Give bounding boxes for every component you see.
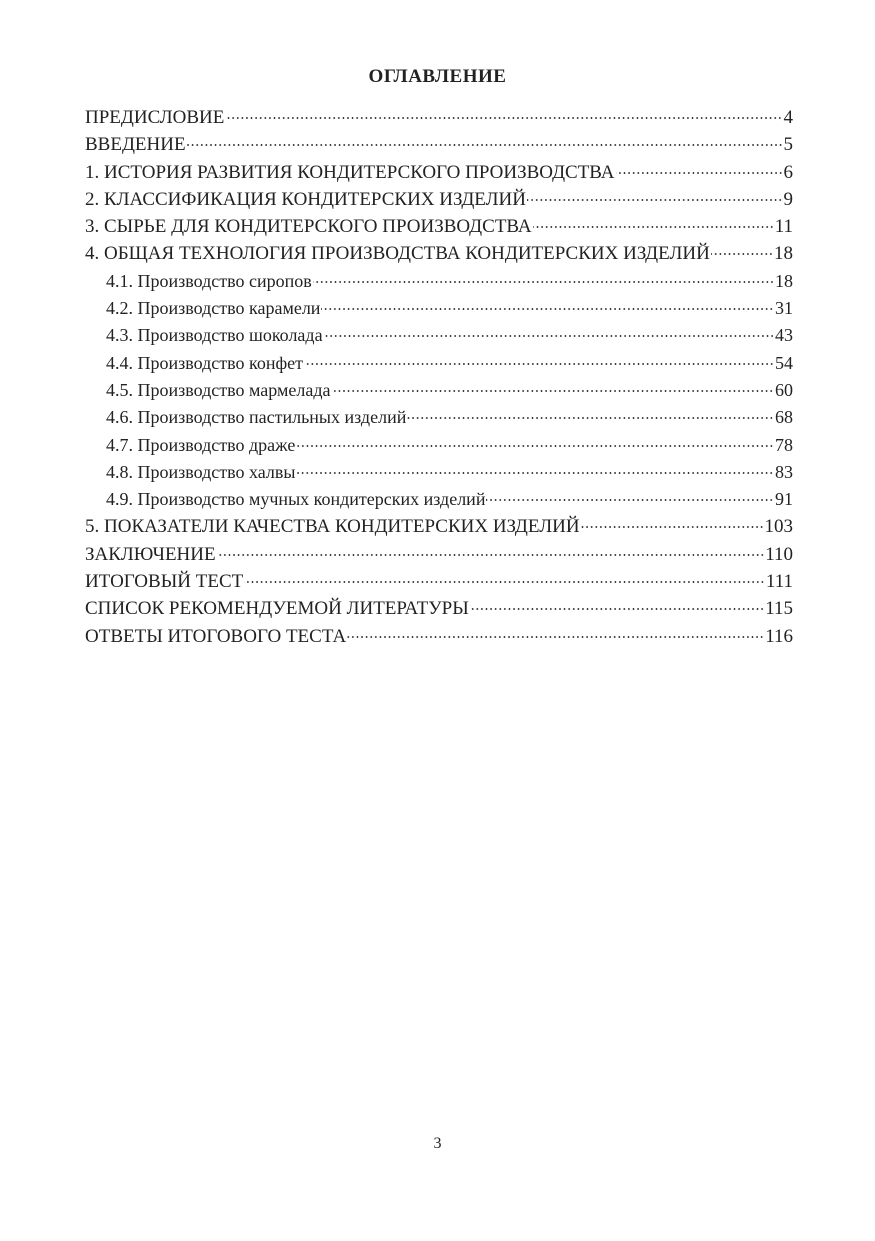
toc-list [85, 104, 793, 650]
toc-entry-page: 111 [765, 571, 793, 593]
dot-leader [187, 144, 783, 146]
toc-entry-text: 4.3. Производство шоколада [106, 325, 323, 346]
toc-entry-page: 31 [775, 298, 793, 319]
dot-leader [324, 335, 774, 337]
dot-leader [244, 581, 765, 583]
toc-entry-text: СПИСОК РЕКОМЕНДУЕМОЙ ЛИТЕРАТУРЫ [85, 598, 469, 620]
toc-entry-text: 5. ПОКАЗАТЕЛИ КАЧЕСТВА КОНДИТЕРСКИХ ИЗДЕЛИЙ [85, 516, 580, 538]
toc-entry-section-4-9[interactable] [85, 486, 793, 513]
toc-entry-page: 54 [775, 352, 793, 373]
toc-entry-chapter-3[interactable] [85, 213, 793, 240]
dot-leader [304, 363, 774, 365]
toc-entry-page: 18 [774, 243, 793, 265]
toc-entry-final-test[interactable] [85, 568, 793, 595]
toc-entry-test-answers[interactable] [85, 623, 793, 650]
toc-entry-text: ИТОГОВЫЙ ТЕСТ [85, 571, 244, 593]
toc-entry-text: ЗАКЛЮЧЕНИЕ [85, 543, 216, 565]
toc-entry-section-4-2[interactable] [85, 295, 793, 322]
toc-entry-preface[interactable] [85, 104, 793, 131]
toc-entry-text: 4.1. Производство сиропов [106, 270, 312, 291]
toc-entry-chapter-4[interactable] [85, 240, 793, 267]
dot-leader [296, 472, 774, 474]
toc-entry-text: 4.2. Производство карамели [106, 298, 321, 319]
toc-entry-text: ОТВЕТЫ ИТОГОВОГО ТЕСТА [85, 625, 347, 647]
toc-entry-text: 3. СЫРЬЕ ДЛЯ КОНДИТЕРСКОГО ПРОИЗВОДСТВА [85, 216, 532, 238]
toc-entry-page: 103 [764, 516, 793, 538]
toc-entry-page: 4 [783, 107, 793, 128]
dot-leader [407, 417, 774, 419]
toc-entry-section-4-4[interactable] [85, 350, 793, 377]
toc-entry-section-4-6[interactable] [85, 404, 793, 431]
toc-entry-section-4-5[interactable] [85, 377, 793, 404]
dot-leader [313, 281, 774, 283]
toc-entry-text: 4.4. Производство конфет [106, 352, 303, 373]
dot-leader [533, 226, 774, 228]
dot-leader [225, 117, 782, 119]
toc-entry-page: 5 [783, 134, 793, 156]
toc-entry-section-4-3[interactable] [85, 322, 793, 349]
dot-leader [217, 554, 765, 556]
dot-leader [331, 390, 774, 392]
toc-entry-page: 43 [775, 325, 793, 346]
dot-leader [581, 526, 764, 528]
toc-entry-page: 83 [775, 461, 793, 482]
toc-entry-chapter-2[interactable] [85, 186, 793, 213]
toc-entry-page: 116 [765, 625, 793, 647]
toc-entry-text: 4.5. Производство мармелада [106, 379, 331, 400]
toc-entry-text: 4.8. Производство халвы [106, 461, 296, 482]
toc-entry-introduction[interactable] [85, 131, 793, 158]
dot-leader [296, 445, 774, 447]
dot-leader [347, 636, 764, 638]
toc-entry-text: 2. КЛАССИФИКАЦИЯ КОНДИТЕРСКИХ ИЗДЕЛИЙ [85, 188, 526, 210]
toc-entry-page: 68 [775, 407, 793, 428]
toc-entry-text: ПРЕДИСЛОВИЕ [85, 107, 225, 128]
toc-entry-page: 115 [765, 598, 793, 620]
toc-entry-page: 91 [775, 489, 793, 510]
toc-entry-page: 110 [765, 543, 793, 565]
toc-entry-text: 4.7. Производство драже [106, 434, 296, 455]
toc-entry-references[interactable] [85, 595, 793, 622]
page-number: 3 [433, 1135, 442, 1152]
dot-leader [470, 608, 764, 610]
toc-entry-text: 4.6. Производство пастильных изделий [106, 407, 407, 428]
dot-leader [616, 172, 783, 174]
toc-entry-chapter-1[interactable] [85, 159, 793, 186]
toc-entry-chapter-5[interactable] [85, 513, 793, 540]
toc-entry-text: 4. ОБЩАЯ ТЕХНОЛОГИЯ ПРОИЗВОДСТВА КОНДИТЕРСКИХ ИЗДЕЛИЙ [85, 243, 710, 265]
dot-leader [486, 499, 774, 501]
toc-entry-text: 4.9. Производство мучных кондитерских изделий [106, 489, 486, 510]
toc-entry-page: 9 [783, 188, 793, 210]
toc-title: ОГЛАВЛЕНИЕ [368, 66, 507, 87]
toc-entry-text: 1. ИСТОРИЯ РАЗВИТИЯ КОНДИТЕРСКОГО ПРОИЗВОДСТВА [85, 161, 615, 183]
toc-entry-page: 18 [775, 270, 793, 291]
dot-leader [711, 253, 773, 255]
toc-entry-section-4-7[interactable] [85, 432, 793, 459]
toc-entry-page: 11 [774, 216, 793, 238]
toc-entry-section-4-1[interactable] [85, 268, 793, 295]
toc-entry-page: 60 [775, 379, 793, 400]
toc-entry-page: 6 [783, 161, 793, 183]
toc-entry-conclusion[interactable] [85, 541, 793, 568]
toc-entry-page: 78 [775, 434, 793, 455]
dot-leader [527, 199, 783, 201]
toc-entry-section-4-8[interactable] [85, 459, 793, 486]
toc-entry-text: ВВЕДЕНИЕ [85, 134, 186, 156]
dot-leader [321, 308, 774, 310]
